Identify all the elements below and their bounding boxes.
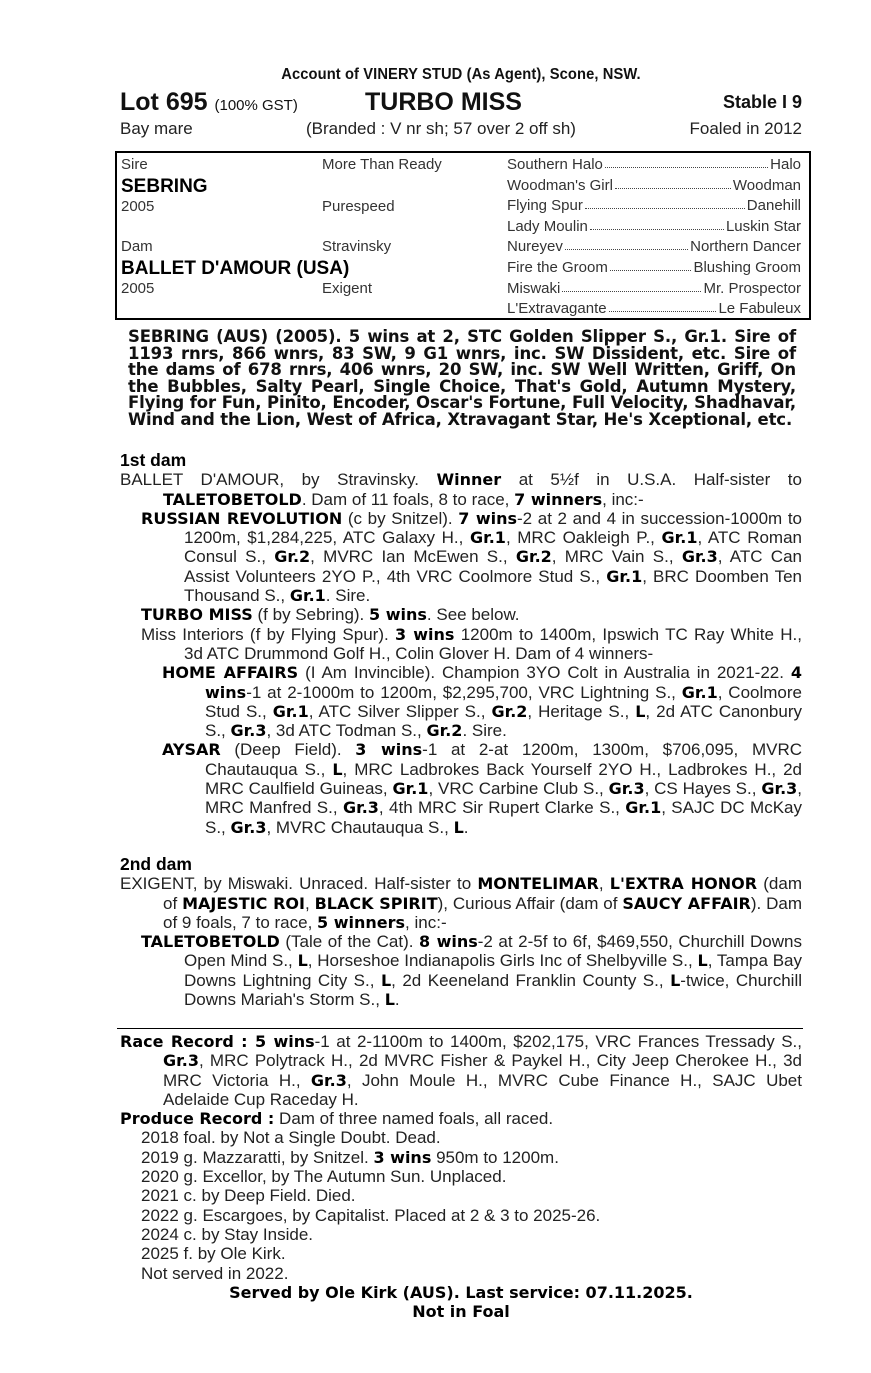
ancestor-row [507, 300, 801, 317]
leader-dots [605, 156, 768, 168]
bold-run: 5 winners [317, 912, 406, 932]
horse-name: TURBO MISS [365, 88, 522, 116]
first-dam-heading: 1st dam [120, 450, 187, 470]
bold-run: Produce Record : [120, 1109, 275, 1129]
bold-run: TURBO MISS [141, 605, 253, 625]
ancestor-sire: Luskin Star [725, 217, 801, 235]
account-line: Account of VINERY STUD (As Agent), Scone, NSW. [281, 66, 641, 83]
bold-run: RUSSIAN REVOLUTION [141, 508, 343, 528]
dam-label: Dam [121, 238, 153, 255]
ancestor-row [507, 197, 801, 214]
bold-run: Gr.3 [230, 817, 267, 837]
leader-dots [590, 218, 724, 230]
bold-run: Gr.3 [230, 721, 267, 741]
stable-number: Stable I 9 [722, 92, 802, 112]
progeny-taletobetold: TALETOBETOLD (Tale of the Cat). 8 wins-2 at 2-5f to 6f, $469,550, Churchill Downs Open Mind S., L, Horseshoe Indianapolis Girls Inc of Shelbyville S., L, Tampa Bay Downs Lightning City S., L, 2d Keeneland Franklin County S., L-twice, Churchill Downs Mariah's Storm S., L. [141, 932, 803, 1010]
ancestor-name: Miswaki [507, 279, 561, 297]
ancestor-name: Lady Moulin [507, 217, 588, 235]
sire-year: 2005 [121, 198, 155, 215]
leader-dots [615, 177, 731, 189]
first-dam-intro: BALLET D'AMOUR, by Stravinsky. Winner at 5½f in U.S.A. Half-sister to TALETOBETOLD. Dam of 11 foals, 8 to race, 7 winners, inc:- [120, 470, 802, 509]
produce-line: 2020 g. Excellor, by The Autumn Sun. Unplaced. [141, 1167, 507, 1187]
foal-status: Not in Foal [412, 1302, 510, 1322]
produce-list [120, 1128, 802, 1282]
bold-run: 7 wins [458, 508, 518, 528]
ancestor-row [507, 177, 801, 194]
gst-note: (100% GST) [214, 97, 298, 114]
dam-dam: Exigent [322, 280, 373, 297]
ancestor-name: Nureyev [507, 238, 563, 256]
ancestor-row [507, 218, 801, 235]
bold-run: L'EXTRA HONOR [609, 874, 758, 894]
bold-run: Gr.3 [608, 779, 645, 799]
bold-run: 8 wins [419, 932, 478, 952]
bold-run: Gr.3 [681, 547, 718, 567]
progeny-russian-revolution: RUSSIAN REVOLUTION (c by Snitzel). 7 wins-2 at 2 and 4 in succession-1000m to 1200m, $1,284,225, ATC Galaxy H., Gr.1, MRC Oakleigh P., Gr.1, ATC Roman Consul S., Gr.2, MVRC Ian McEwen S., Gr.2, MRC Vain S., Gr.3, ATC Can Assist Volunteers 2YO P., 4th VRC Coolmore Stud S., Gr.1, BRC Doomben Ten Thousand S., Gr.1. Sire. [141, 508, 802, 606]
grand-progeny-aysar: AYSAR (Deep Field). 3 wins-1 at 2-at 1200m, 1300m, $706,095, MVRC Chautauqua S., L, MRC Ladbrokes Back Yourself 2YO H., Ladbrokes H., 2d MRC Caulfield Guineas, Gr.1, VRC Carbine Club S., Gr.3, CS Hayes S., Gr.3, MRC Manfred S., Gr.3, 4th MRC Sir Rupert Clarke S., Gr.1, SAJC DC McKay S., Gr.3, MVRC Chautauqua S., L. [162, 740, 803, 837]
leader-dots [610, 259, 692, 271]
produce-line: 2022 g. Escargoes, by Capitalist. Placed at 2 & 3 to 2025-26. [141, 1205, 601, 1225]
pedigree-table [115, 151, 811, 320]
ancestor-row [507, 238, 801, 255]
dam-name: BALLET D'AMOUR (USA) [121, 258, 350, 279]
bold-run: L [297, 951, 308, 971]
ancestor-sire: Northern Dancer [690, 238, 801, 256]
bold-run: BLACK SPIRIT [314, 893, 438, 913]
sire-name: SEBRING [121, 176, 208, 197]
bold-run: Gr.2 [515, 547, 552, 567]
bold-run: TALETOBETOLD [163, 489, 302, 509]
leader-dots [585, 197, 745, 209]
ancestor-sire: Mr. Prospector [703, 279, 801, 297]
ancestor-name: L'Extravagante [507, 300, 607, 318]
bold-run: Gr.1 [392, 779, 429, 799]
records-section [120, 1032, 802, 1321]
sire-label: Sire [121, 156, 148, 173]
bold-run: Gr.3 [163, 1051, 199, 1071]
bold-run: Gr.1 [272, 701, 309, 721]
bold-run: Gr.3 [761, 779, 798, 799]
foaled-year: Foaled in 2012 [689, 119, 802, 138]
bold-run: 3 wins [395, 624, 455, 644]
produce-line: 2025 f. by Ole Kirk. [141, 1244, 286, 1264]
served-by: Served by Ole Kirk (AUS). Last service: 07.11.2025. [229, 1282, 693, 1302]
bold-run: Gr.1 [681, 682, 718, 702]
bold-run: Gr.1 [661, 528, 698, 548]
produce-line: 2019 g. Mazzaratti, by Snitzel. 3 wins 950m to 1200m. [141, 1147, 559, 1167]
first-dam-section [120, 451, 802, 837]
horse-details [120, 119, 802, 141]
ancestor-name: Southern Halo [507, 156, 603, 173]
bold-run: Gr.3 [310, 1070, 347, 1090]
lot-number: Lot 695 (100% GST) [120, 88, 298, 116]
ancestor-sire: Le Fabuleux [718, 300, 801, 318]
sire-sire: More Than Ready [322, 156, 442, 173]
bold-run: 7 winners [514, 489, 603, 509]
progeny-turbo-miss: TURBO MISS (f by Sebring). 5 wins. See below. [141, 605, 520, 625]
bold-run: L [670, 970, 681, 990]
bold-run: L [332, 759, 343, 779]
bold-run: Race Record : 5 wins [120, 1032, 315, 1051]
bold-run: Gr.3 [342, 798, 379, 818]
second-dam-section [120, 855, 802, 1009]
bold-run: Winner [436, 470, 502, 490]
race-record: Race Record : 5 wins-1 at 2-1100m to 1400m, $202,175, VRC Frances Tressady S., Gr.3, MRC Polytrack H., 2d MVRC Fisher & Paykel H., City Jeep Cherokee H., 3d MRC Victoria H., Gr.3, John Moule H., MVRC Cube Finance H., SAJC Ubet Adelaide Cup Raceday H. [120, 1032, 802, 1109]
bold-run: Gr.2 [274, 547, 311, 567]
bold-run: TALETOBETOLD [141, 932, 280, 952]
ancestor-row [507, 156, 801, 173]
bold-run: L [697, 951, 708, 971]
bold-run: L [635, 701, 646, 721]
ancestor-sire: Halo [770, 156, 801, 173]
ancestor-row [507, 280, 801, 297]
bold-run: 5 wins [369, 605, 427, 625]
bold-run: 3 wins [355, 740, 423, 760]
bold-run: AYSAR [162, 740, 221, 760]
brand-marks: (Branded : V nr sh; 57 over 2 off sh) [306, 119, 576, 138]
grand-progeny-home-affairs: HOME AFFAIRS (I Am Invincible). Champion 3YO Colt in Australia in 2021-22. 4 wins-1 at 2-1000m to 1200m, $2,295,700, VRC Lightning S., Gr.1, Coolmore Stud S., Gr.1, ATC Silver Slipper S., Gr.2, Heritage S., L, 2d ATC Canonbury S., Gr.3, 3d ATC Todman S., Gr.2. Sire. [162, 663, 803, 741]
produce-line: 2021 c. by Deep Field. Died. [141, 1186, 356, 1206]
second-dam-heading: 2nd dam [120, 854, 192, 874]
bold-run: Gr.1 [469, 528, 506, 548]
progeny-miss-interiors: Miss Interiors (f by Flying Spur). 3 wins 1200m to 1400m, Ipswich TC Ray White H., 3d ATC Drummond Golf H., Colin Glover H. Dam of 4 winners- [141, 624, 802, 663]
produce-line: Not served in 2022. [141, 1263, 289, 1283]
leader-dots [609, 300, 717, 312]
ancestor-sire: Danehill [746, 197, 801, 215]
bold-run: MONTELIMAR [477, 874, 599, 894]
sex-colour: Bay mare [120, 119, 193, 138]
second-dam-intro: EXIGENT, by Miswaki. Unraced. Half-sister to MONTELIMAR, L'EXTRA HONOR (dam of MAJESTIC ROI, BLACK SPIRIT), Curious Affair (dam of SAUCY AFFAIR). Dam of 9 foals, 7 to race, 5 winners, inc:- [120, 874, 803, 932]
bold-run: SAUCY AFFAIR [622, 893, 751, 913]
bold-run: L [384, 990, 395, 1010]
bold-run: Gr.2 [491, 701, 528, 721]
produce-record: Produce Record : Dam of three named foals, all raced. [120, 1109, 554, 1129]
bold-run: L [453, 817, 464, 837]
dam-year: 2005 [121, 280, 155, 297]
bold-run: Gr.1 [289, 586, 326, 606]
bold-run: HOME AFFAIRS [162, 663, 299, 683]
section-divider [117, 1028, 803, 1029]
bold-run: L [380, 970, 392, 990]
leader-dots [565, 238, 688, 250]
produce-line: 2018 foal. by Not a Single Doubt. Dead. [141, 1128, 441, 1148]
sire-description: SEBRING (AUS) (2005). 5 wins at 2, STC Golden Slipper S., Gr.1. Sire of 1193 rnrs, 866 wnrs, 83 SW, 9 G1 wnrs, inc. SW Dissident, etc. Sire of the dams of 678 rnrs, 406 wnrs, 20 SW, inc. SW Well Written, Griff, On the Bubbles, Salty Pearl, Single Choice, That's Gold, Autumn Mystery, Flying for Fun, Pinito, Encoder, Oscar's Fortune, Full Velocity, Shadhavar, Wind and the Lion, West of Africa, Xtravagant Star, He's Xceptional, etc. [128, 327, 796, 429]
bold-run: MAJESTIC ROI [182, 893, 305, 913]
dam-sire: Stravinsky [322, 238, 392, 255]
bold-run: Gr.1 [625, 798, 662, 818]
ancestor-name: Fire the Groom [507, 259, 608, 276]
ancestor-sire: Blushing Groom [693, 259, 801, 276]
bold-run: Gr.1 [606, 566, 643, 586]
sire-dam: Purespeed [322, 198, 395, 215]
lot-line [120, 88, 802, 118]
bold-run: Gr.2 [426, 721, 463, 741]
leader-dots [562, 280, 701, 292]
ancestor-name: Flying Spur [507, 197, 583, 215]
ancestor-name: Woodman's Girl [507, 176, 613, 194]
bold-run: 4 wins [205, 663, 803, 702]
ancestor-row [507, 259, 801, 276]
ancestor-sire: Woodman [732, 176, 801, 194]
produce-line: 2024 c. by Stay Inside. [141, 1224, 313, 1244]
